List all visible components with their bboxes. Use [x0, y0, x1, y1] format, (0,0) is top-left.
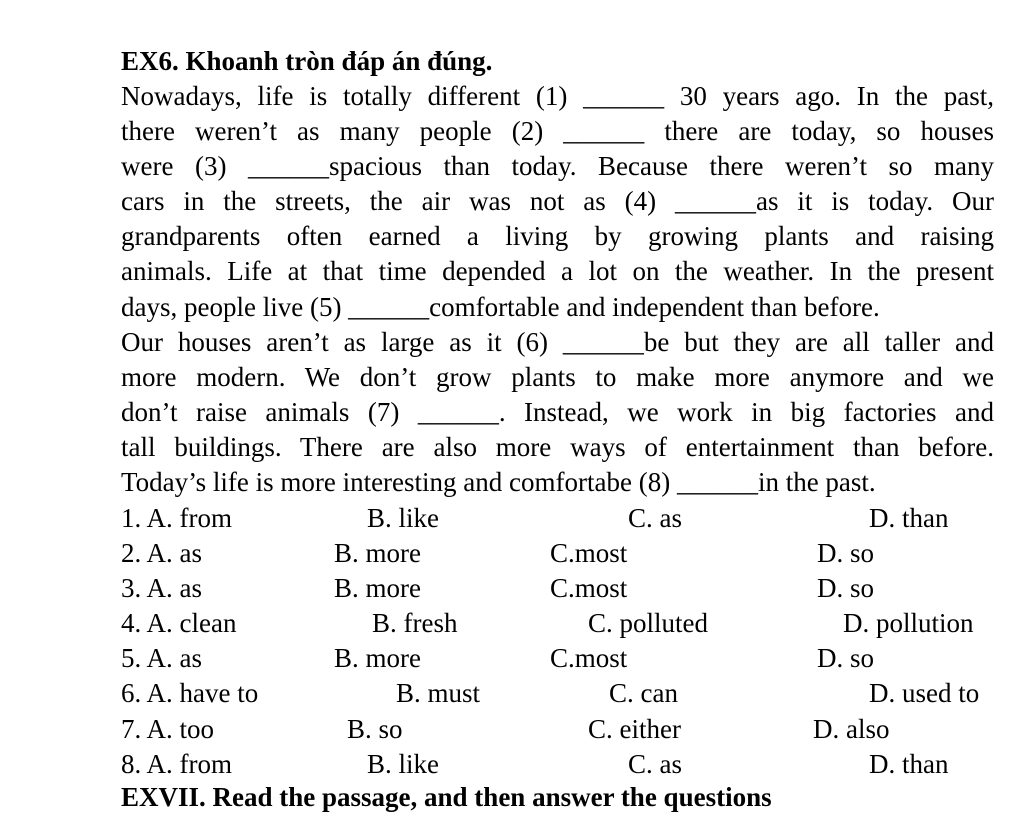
question-row	[121, 712, 1001, 747]
passage-line: animals. Life at that time depended a lot on the weather. In the present	[121, 256, 994, 287]
option-c[interactable]: C. can	[609, 678, 678, 709]
option-a[interactable]: 4. A. clean	[121, 608, 237, 639]
option-c[interactable]: C.most	[550, 573, 628, 604]
option-b[interactable]: B. like	[367, 748, 439, 779]
option-c[interactable]: C. either	[588, 713, 681, 744]
option-b[interactable]: B. fresh	[372, 608, 458, 639]
option-b[interactable]: B. so	[347, 713, 403, 744]
exercise-6	[121, 44, 994, 500]
passage	[121, 79, 994, 500]
option-d[interactable]: D. so	[817, 538, 875, 569]
passage-line: Our houses aren’t as large as it (6) ______be but they are all taller and	[121, 326, 994, 357]
option-d[interactable]: D. than	[869, 503, 949, 533]
passage-line: tall buildings. There are also more ways of entertainment than before.	[121, 431, 994, 462]
option-b[interactable]: B. more	[334, 643, 421, 674]
option-c[interactable]: C. as	[628, 748, 682, 779]
question-row	[121, 606, 1001, 641]
option-a[interactable]: 3. A. as	[121, 573, 202, 604]
passage-line: there weren’t as many people (2) ______ there are today, so houses	[121, 116, 994, 147]
option-a[interactable]: 8. A. from	[121, 748, 232, 779]
option-b[interactable]: B. more	[334, 538, 421, 569]
option-c[interactable]: C.most	[550, 538, 628, 569]
option-d[interactable]: D. used to	[869, 678, 980, 709]
option-b[interactable]: B. like	[367, 503, 439, 533]
option-b[interactable]: B. more	[334, 573, 421, 604]
option-d[interactable]: D. so	[817, 573, 875, 604]
question-row	[121, 571, 1001, 606]
option-b[interactable]: B. must	[396, 678, 481, 709]
passage-line: don’t raise animals (7) ______. Instead, we work in big factories and	[121, 396, 994, 427]
passage-line: grandparents often earned a living by growing plants and raising	[121, 221, 994, 252]
passage-line: Nowadays, life is totally different (1) ______ 30 years ago. In the past,	[121, 81, 994, 111]
option-d[interactable]: D. pollution	[843, 608, 974, 639]
question-row	[121, 641, 1001, 676]
option-c[interactable]: C. as	[628, 503, 682, 533]
option-a[interactable]: 2. A. as	[121, 538, 202, 569]
option-c[interactable]: C. polluted	[588, 608, 708, 639]
option-d[interactable]: D. than	[869, 748, 949, 779]
passage-line: days, people live (5) ______comfortable and independent than before.	[121, 291, 880, 322]
option-d[interactable]: D. also	[813, 713, 890, 744]
option-a[interactable]: 5. A. as	[121, 643, 202, 674]
option-c[interactable]: C.most	[550, 643, 628, 674]
question-row	[121, 747, 1001, 782]
passage-line: more modern. We don’t grow plants to make more anymore and we	[121, 361, 994, 392]
option-a[interactable]: 6. A. have to	[121, 678, 259, 709]
passage-line: cars in the streets, the air was not as (4) ______as it is today. Our	[121, 186, 994, 217]
answer-options	[121, 501, 1001, 782]
next-section-title: EXVII. Read the passage, and then answer the questions	[121, 782, 772, 812]
option-a[interactable]: 1. A. from	[121, 503, 232, 533]
question-row	[121, 501, 1001, 536]
passage-line: Today’s life is more interesting and comfortabe (8) ______in the past.	[121, 467, 876, 498]
option-d[interactable]: D. so	[817, 643, 875, 674]
exercise-title: EX6. Khoanh tròn đáp án đúng.	[121, 46, 493, 76]
question-row	[121, 676, 1001, 711]
option-a[interactable]: 7. A. too	[121, 713, 215, 744]
passage-line: were (3) ______spacious than today. Because there weren’t so many	[121, 151, 994, 182]
question-row	[121, 536, 1001, 571]
